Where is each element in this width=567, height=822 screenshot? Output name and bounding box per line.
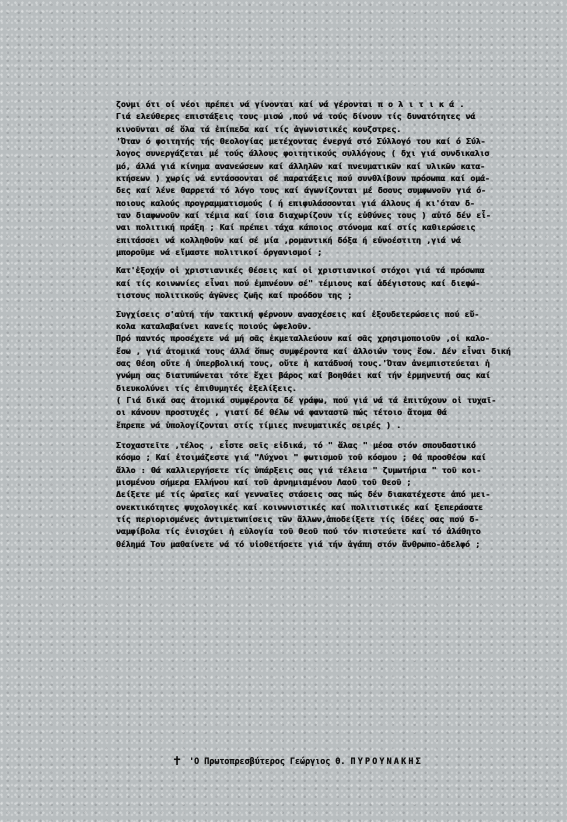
text-line: ποιους καλούς προγραμματισμούς ( ή επιφυλάσσονται γιά άλλους ή κι'όταν δ- [116, 197, 475, 208]
text-line: ( Γιά δικά σας ἀτομικά συμφέροντα δέ γράφω, πού γιά νά τά ἐπιτύχουν οἱ τυχαῖ- [116, 394, 497, 405]
text-line: μισμένου σήμερα Ελλήνου καί τοῦ ἀρνημιαμένου Λαοῦ τοῦ Θεοῦ ; [116, 476, 412, 487]
text-line: ζονμι ότι οί νέοι πρέπει νά γίνονται καί νά γέρονται π ο λ ι τ ι κ ά . [116, 99, 465, 109]
text-line: κτήσεων ) χωρίς νά εντάσσονται σέ παρατάξεις πού συνθλίβουν πρόσωπα καί ομά- [116, 173, 490, 184]
text-line: ονεκτικότητες ψυχολογικές καί κοινωνιστικές καί πολιτιστικές καί ξεπεράσατε [116, 501, 483, 512]
text-line: κινοῦνται σέ ὅλα τά ἐπίπεδα καί τίς ἀγωνιστικές κουζστρες. [116, 123, 402, 134]
text-line: ταν διαφωνοῦν καί τέμια καί ίσια διαχωρίζουν τίς εὐθύνες τους ) αὐτό δέν εἶ- [116, 210, 491, 221]
text-line: μποροῦμε νά εἴμαστε πολιτικοί όργανισμοί ; [116, 247, 322, 258]
text-line: ἔπρεπε νά ὑπολογίζονται στίς τίμιες πνευματικές σειρές ) . [116, 419, 402, 430]
text-line: Στοχαστεῖτε ,τέλος , εἶστε σεῖς εἰδικά, τό " ἅλας " μέσα στόν σπουδαστικό [116, 439, 476, 450]
text-line: καί τίς κοινωνίες εἶναι πού ἐμπνέουν σέ" τέμιους καί ἀδέγιστους καί διεφώ- [116, 277, 481, 288]
signature-line [172, 754, 552, 768]
text-line: επιτάσσει νά κολληθοῦν καί σέ μία ,ρομαντική δόξα ή εὐνοέστιτη ,γιά νά [116, 234, 461, 245]
text-line: Συγχίσεις σ'αὐτή τήν τακτική φέρνουν ανασχέσεις καί ἐξουδετερώσεις πού εὔ- [116, 308, 480, 319]
text-line: τιστους πολιτικούς ἀγῶνες ζωῆς καί προόδου της ; [116, 290, 353, 301]
cross-icon: ✝ [172, 754, 183, 768]
text-line: διευκολύνει τίς ἐπιθυμητές ἐξελίξεις. [116, 382, 297, 393]
text-line: κόσμο ; Καί ἐτοιμάζεστε γιά "Λύχνοι " φωτισμοῦ τοῦ κόσμου ; Θά προσθέσω καί [116, 452, 486, 463]
text-line: Κατ'ἐξοχήν οἱ χριστιανικές θέσεις καί οἱ χριστιανικοί στόχοι γιά τά πρόσωπα [116, 265, 485, 276]
text-line: γνώμη σας διατυπώνεται τότε ἔχει βάρος καί βοηθάει καί τήν ἐρμηνευτή σας καί [116, 370, 491, 381]
text-line: δες καί λένε θαρρετά τό λόγο τους καί άγωνίζονται μέ δσους συμφωνοῦν γιά ό- [116, 185, 486, 196]
text-line: Δείξετε μέ τίς ὡραῖες καί γενναῖες στάσεις σας πώς δέν διακατέχεστε ἀπό μει- [116, 489, 491, 500]
text-line: τίς περιορισμένες ἀντιμετωπίσεις τῶν ἄλλων,ἀποδείξετε τίς ἰδέες σας πού δ- [116, 514, 480, 524]
paragraph-gap [116, 431, 548, 439]
text-line: μό, άλλά γιά κίνημα ανανεώσεων καί άλληλῶν καί πνευματικῶν καί υλικῶν κατα- [116, 160, 485, 171]
text-line: ἔσω , γιά ἀτομικά τους ἀλλά ὅπως συμφέροντα καί ἀλλοιών τους ἔσω. Δέν εἶναι δική [116, 345, 511, 356]
text-line: ναμφίβολα τίς ἐνισχύει ἡ εὐλογία τοῦ Θεοῦ πού τόν πιστεύετε καί τό ἀλάθητο [116, 526, 481, 537]
text-line: Γιά ελεύθερες επιστάξεις τους μισώ ,πού νά τούς δίνουν τίς δυνατότητες νά [116, 111, 476, 122]
text-line: σας θέση οὔτε ἡ ὑπερβολική τους, οὔτε ἡ κατάδυσή τους.'Όταν ἀνεμπιστεύεται ἡ [116, 357, 490, 368]
text-line: ναι πολιτική πράξη ; Καί πρέπει τάχα κάποιος στόνομα καί στίς καθιερώσεις [116, 222, 476, 233]
signature-surname: ΠΥΡΟΥΝΑΚΗΣ [350, 756, 423, 766]
letter-body [116, 98, 548, 550]
text-line: λογος συνεργάζεται μέ τούς άλλους φοιτητικούς συλλόγους ( δχι γιά συνδικαλισ [116, 148, 490, 159]
signature-title: 'Ο Πρωτοπρεσβύτερος Γεώργιος Θ. [189, 756, 346, 766]
text-line: ἄλλο : Θά καλλιεργήσετε τίς ὑπάρξεις σας γιά τέλεια " ζυμωτήρια " τοῦ κοι- [116, 464, 482, 475]
text-line: οι κάνουν προστυχές , γιατί δέ θέλω νά φανταστῶ πώς τέτοιο ἄτομα θά [116, 407, 447, 418]
text-line: κολα καταλαβαίνει κανείς ποιούς ὠφελοῦν. [116, 320, 312, 331]
text-line: 'Όταν ό φοιτητής τής Θεολογίας μετέχοντας ένεργά στό Σύλλογό του καί ό Σύλ- [116, 136, 486, 147]
text-line: θέλημά Του μαθαίνετε νά τό υἱοθετήσετε γιά τήν ἀγάπη στόν ἄνθρωπο-ἀδελφό ; [116, 538, 481, 549]
text-line: Πρό παντός προσέχετε νά μή σᾶς ἐκμεταλλεύουν καί σᾶς χρησιμοποιοῦν ,οἱ καλο- [116, 333, 490, 344]
